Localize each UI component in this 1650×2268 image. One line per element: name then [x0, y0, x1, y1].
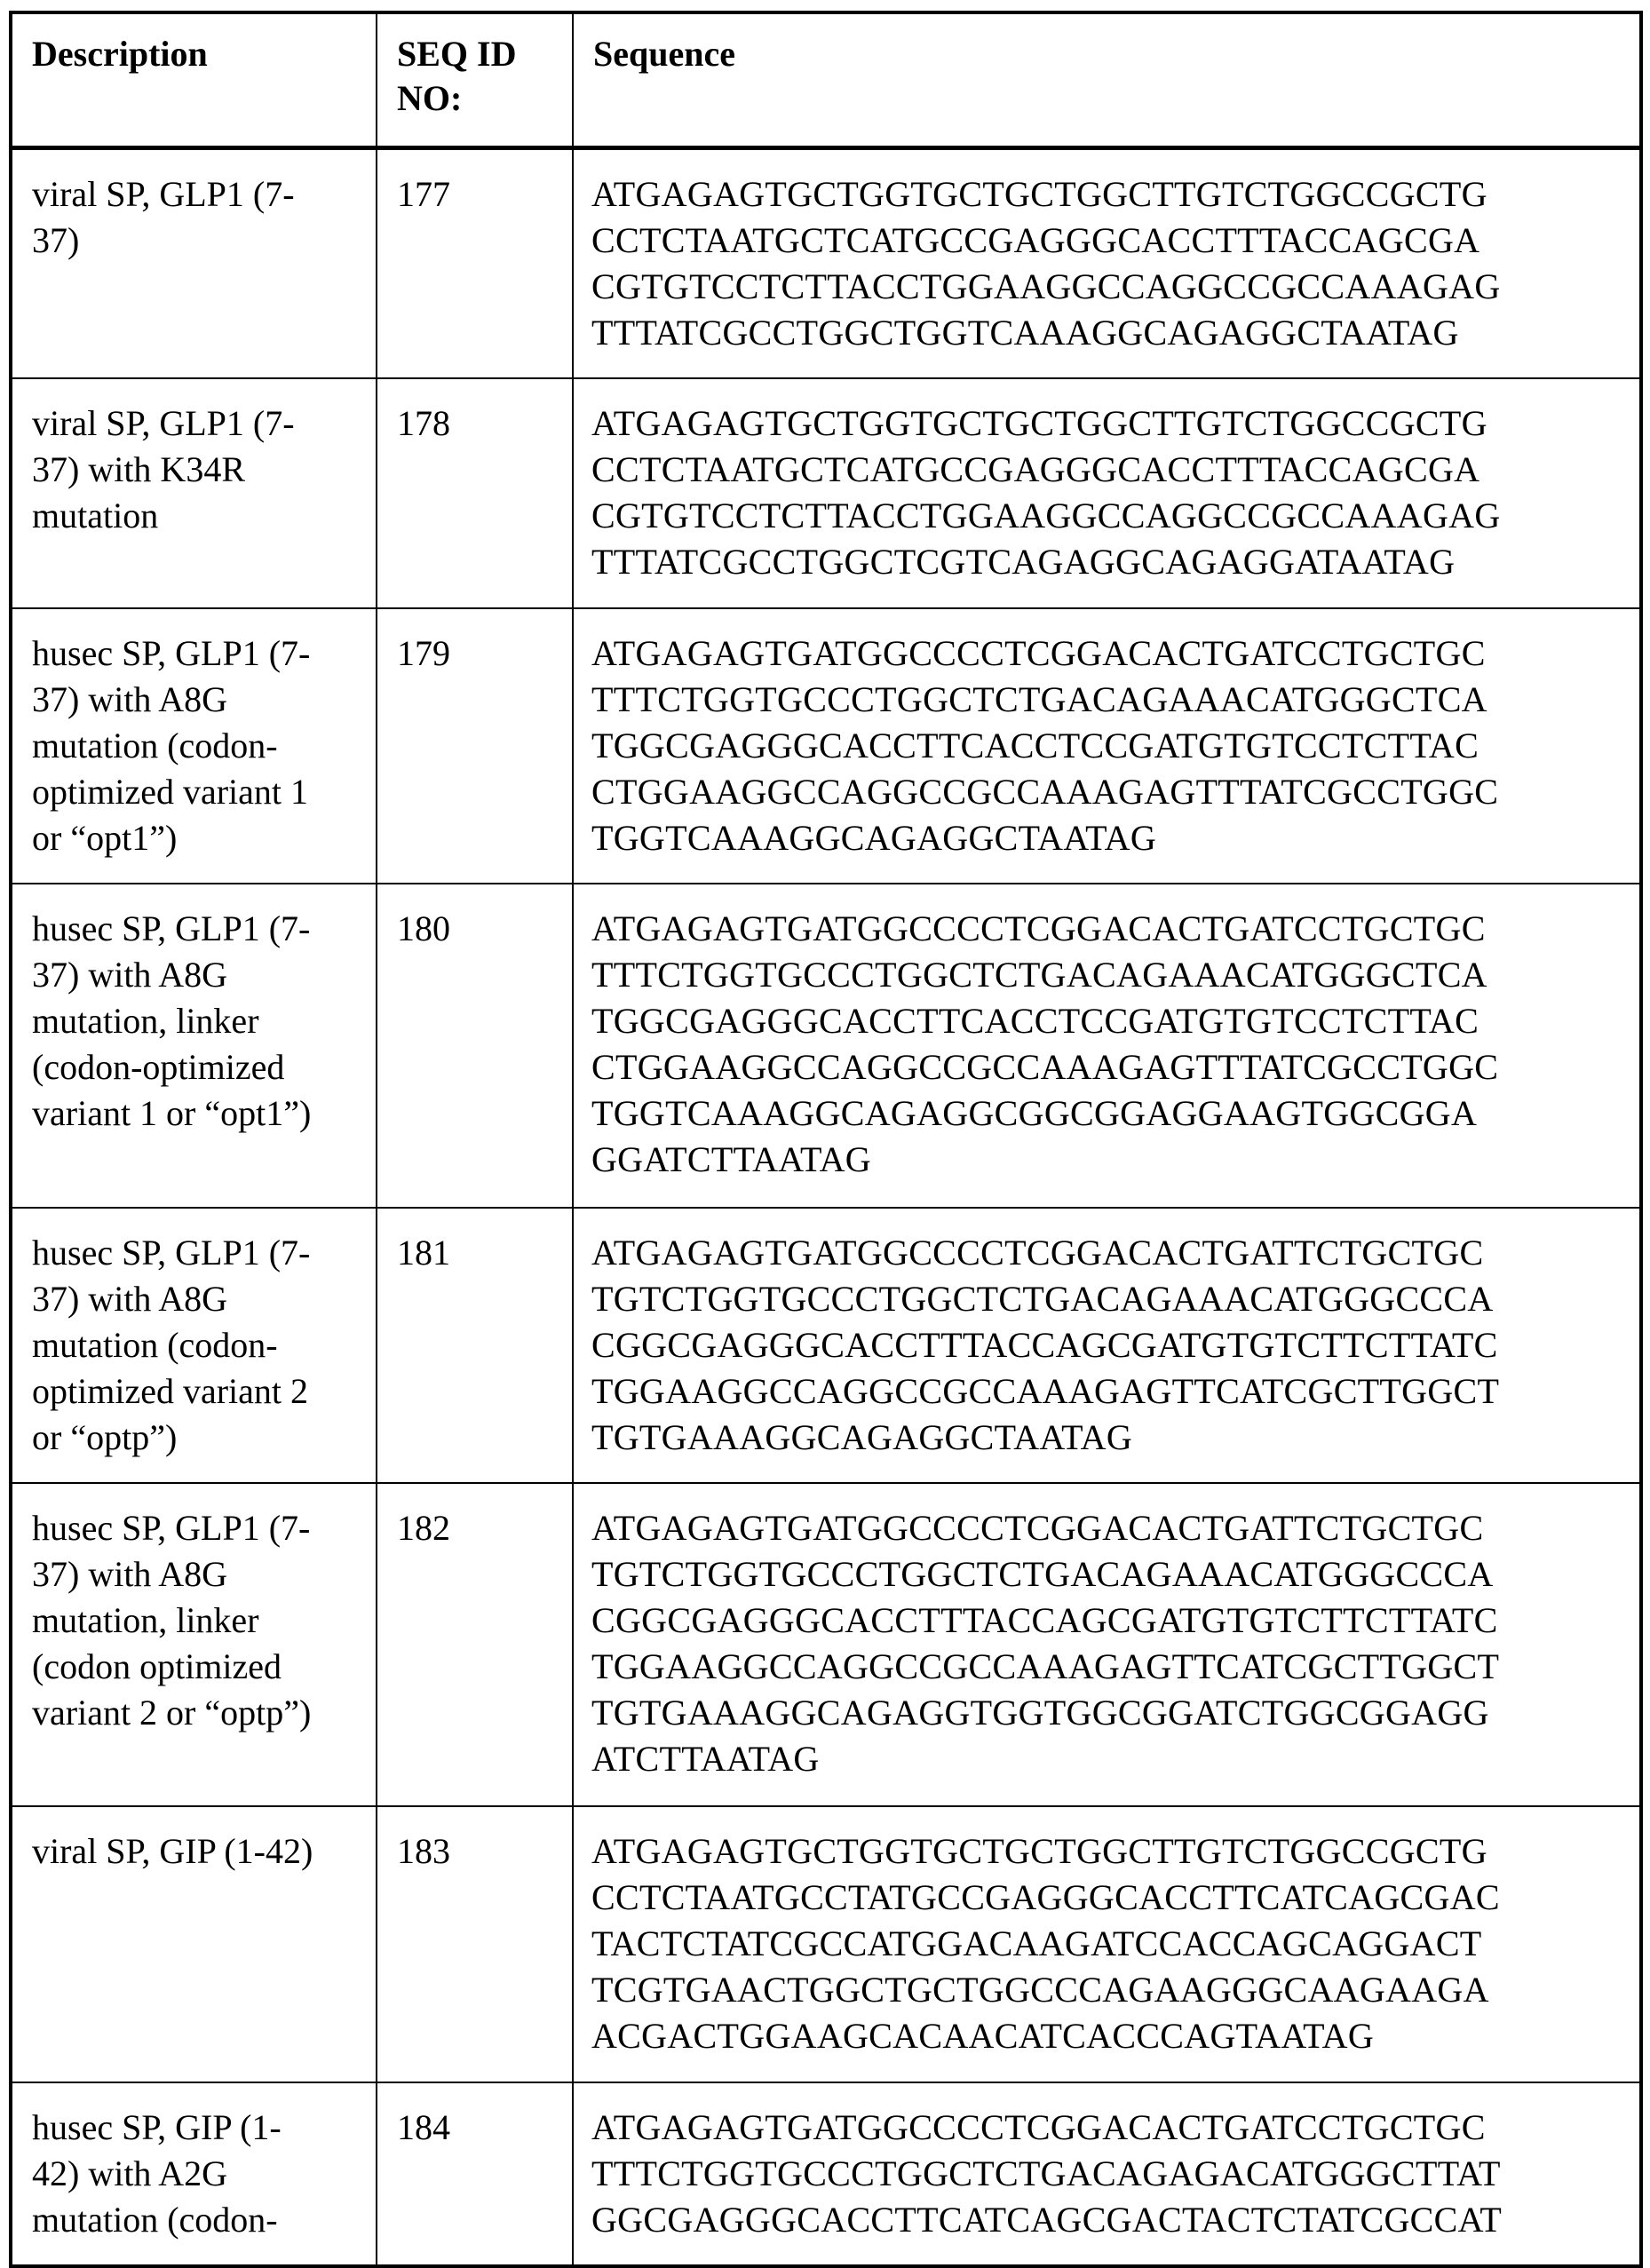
sequence-text-line: CCTCTAATGCTCATGCCGAGGGCACCTTTACCAGCGA — [591, 219, 1480, 260]
table-body — [11, 147, 1641, 2266]
sequence-text-line: TGGCGAGGGCACCTTCACCTCCGATGTGTCCTCTTAC — [591, 1000, 1479, 1041]
sequence-text-line: TGGCGAGGGCACCTTCACCTCCGATGTGTCCTCTTAC — [591, 725, 1479, 765]
cell-sequence — [573, 884, 1641, 1208]
description-text-line: husec SP, GLP1 (7- — [32, 908, 311, 948]
description-text-line: 37) with K34R — [32, 448, 245, 489]
description-text-line: 37) — [32, 219, 80, 260]
sequence-text-line: TGTCTGGTGCCCTGGCTCTGACAGAAACATGGGCCCA — [591, 1278, 1494, 1319]
sequence-text-line: TGGTCAAAGGCAGAGGCGGCGGAGGAAGTGGCGGA — [591, 1092, 1478, 1133]
sequence-table — [9, 11, 1643, 2268]
cell-description — [11, 147, 377, 378]
sequence-text-line: TGTCTGGTGCCCTGGCTCTGACAGAAACATGGGCCCA — [591, 1553, 1494, 1594]
seq-id-value: 184 — [397, 2106, 450, 2147]
seq-id-value: 177 — [397, 173, 450, 214]
seq-id-value: 183 — [397, 1830, 450, 1871]
description-text-line: 37) with A8G — [32, 1553, 227, 1594]
sequence-text-line: TTTCTGGTGCCCTGGCTCTGACAGAAACATGGGCTCA — [591, 954, 1487, 995]
sequence-text-line: ATGAGAGTGATGGCCCCTCGGACACTGATCCTGCTGC — [591, 2106, 1486, 2147]
description-text-line: (codon optimized — [32, 1645, 282, 1686]
header-description-label: Description — [32, 34, 208, 74]
description-text-line: husec SP, GIP (1- — [32, 2106, 282, 2147]
sequence-text-line: ATGAGAGTGCTGGTGCTGCTGGCTTGTCTGGCCGCTG — [591, 1830, 1487, 1871]
sequence-text-line: CGGCGAGGGCACCTTTACCAGCGATGTGTCTTCTTATC — [591, 1599, 1498, 1640]
sequence-text-line: ATGAGAGTGATGGCCCCTCGGACACTGATTCTGCTGC — [591, 1507, 1484, 1548]
description-text-line: mutation (codon- — [32, 725, 278, 765]
description-text-line: (codon-optimized — [32, 1046, 285, 1087]
cell-sequence — [573, 378, 1641, 608]
description-text-line: viral SP, GIP (1-42) — [32, 1830, 313, 1871]
table-row — [11, 1483, 1641, 1806]
sequence-text-line: TCGTGAACTGGCTGCTGGCCCAGAAGGGCAAGAAGA — [591, 1969, 1489, 2010]
cell-seq-id — [377, 884, 573, 1208]
cell-seq-id — [377, 147, 573, 378]
cell-seq-id — [377, 2082, 573, 2266]
sequence-text-line: CGTGTCCTCTTACCTGGAAGGCCAGGCCGCCAAAGAG — [591, 495, 1501, 535]
cell-seq-id — [377, 1806, 573, 2082]
description-text-line: optimized variant 1 — [32, 771, 309, 812]
seq-id-value: 182 — [397, 1507, 450, 1548]
cell-description — [11, 1208, 377, 1483]
sequence-text-line: TTTATCGCCTGGCTGGTCAAAGGCAGAGGCTAATAG — [591, 312, 1459, 353]
sequence-text-line: ATGAGAGTGATGGCCCCTCGGACACTGATCCTGCTGC — [591, 632, 1486, 673]
table-row — [11, 608, 1641, 884]
description-text-line: or “opt1”) — [32, 817, 178, 858]
description-text-line: viral SP, GLP1 (7- — [32, 402, 295, 443]
table-row — [11, 884, 1641, 1208]
description-text-line: viral SP, GLP1 (7- — [32, 173, 295, 214]
sequence-text-line: TGTGAAAGGCAGAGGTGGTGGCGGATCTGGCGGAGG — [591, 1692, 1489, 1733]
description-text-line: 37) with A8G — [32, 678, 227, 719]
cell-seq-id — [377, 1483, 573, 1806]
sequence-text-line: ACGACTGGAAGCACAACATCACCCAGTAATAG — [591, 2015, 1375, 2056]
cell-sequence — [573, 1806, 1641, 2082]
sequence-text-line: GGATCTTAATAG — [591, 1138, 871, 1179]
sequence-text-line: ATGAGAGTGATGGCCCCTCGGACACTGATTCTGCTGC — [591, 1232, 1484, 1273]
column-header-description — [11, 12, 377, 147]
cell-sequence — [573, 147, 1641, 378]
cell-description — [11, 1806, 377, 2082]
description-text-line: husec SP, GLP1 (7- — [32, 632, 311, 673]
sequence-text-line: CGTGTCCTCTTACCTGGAAGGCCAGGCCGCCAAAGAG — [591, 266, 1501, 306]
description-text-line: mutation — [32, 495, 159, 535]
description-text-line: 37) with A8G — [32, 954, 227, 995]
cell-sequence — [573, 2082, 1641, 2266]
sequence-text-line: TACTCTATCGCCATGGACAAGATCCACCAGCAGGACT — [591, 1923, 1482, 1963]
sequence-text-line: ATCTTAATAG — [591, 1738, 820, 1779]
cell-sequence — [573, 1208, 1641, 1483]
header-sequence-label: Sequence — [593, 34, 735, 74]
sequence-text-line: GGCGAGGGCACCTTCATCAGCGACTACTCTATCGCCAT — [591, 2199, 1503, 2240]
table-row — [11, 2082, 1641, 2266]
description-text-line: variant 2 or “optp”) — [32, 1692, 312, 1733]
sequence-text-line: TGGTCAAAGGCAGAGGCTAATAG — [591, 817, 1157, 858]
description-text-line: variant 1 or “opt1”) — [32, 1092, 312, 1133]
cell-description — [11, 884, 377, 1208]
seq-id-value: 180 — [397, 908, 450, 948]
cell-sequence — [573, 1483, 1641, 1806]
sequence-text-line: TTTATCGCCTGGCTCGTCAGAGGCAGAGGATAATAG — [591, 541, 1456, 582]
description-text-line: 42) with A2G — [32, 2153, 227, 2193]
sequence-text-line: CTGGAAGGCCAGGCCGCCAAAGAGTTTATCGCCTGGC — [591, 771, 1499, 812]
description-text-line: husec SP, GLP1 (7- — [32, 1232, 311, 1273]
sequence-text-line: CCTCTAATGCTCATGCCGAGGGCACCTTTACCAGCGA — [591, 448, 1480, 489]
description-text-line: husec SP, GLP1 (7- — [32, 1507, 311, 1548]
table-header-row — [11, 12, 1641, 147]
cell-description — [11, 378, 377, 608]
cell-description — [11, 608, 377, 884]
table-row — [11, 1208, 1641, 1483]
description-text-line: mutation, linker — [32, 1000, 259, 1041]
cell-description — [11, 1483, 377, 1806]
seq-id-value: 179 — [397, 632, 450, 673]
seq-id-value: 178 — [397, 402, 450, 443]
cell-description — [11, 2082, 377, 2266]
cell-seq-id — [377, 608, 573, 884]
sequence-text-line: ATGAGAGTGCTGGTGCTGCTGGCTTGTCTGGCCGCTG — [591, 402, 1487, 443]
sequence-text-line: TTTCTGGTGCCCTGGCTCTGACAGAAACATGGGCTCA — [591, 678, 1487, 719]
table-row — [11, 378, 1641, 608]
table-row — [11, 1806, 1641, 2082]
sequence-text-line: ATGAGAGTGCTGGTGCTGCTGGCTTGTCTGGCCGCTG — [591, 173, 1487, 214]
seq-id-value: 181 — [397, 1232, 450, 1273]
description-text-line: mutation (codon- — [32, 2199, 278, 2240]
sequence-text-line: TTTCTGGTGCCCTGGCTCTGACAGAGACATGGGCTTAT — [591, 2153, 1501, 2193]
cell-seq-id — [377, 1208, 573, 1483]
sequence-text-line: CTGGAAGGCCAGGCCGCCAAAGAGTTTATCGCCTGGC — [591, 1046, 1499, 1087]
description-text-line: 37) with A8G — [32, 1278, 227, 1319]
table-row — [11, 147, 1641, 378]
header-seq-id-label-line1: SEQ ID — [397, 34, 517, 74]
description-text-line: mutation, linker — [32, 1599, 259, 1640]
header-seq-id-label-line2: NO: — [397, 78, 463, 118]
description-text-line: or “optp”) — [32, 1416, 178, 1457]
column-header-seq-id — [377, 12, 573, 147]
description-text-line: mutation (codon- — [32, 1324, 278, 1365]
sequence-text-line: ATGAGAGTGATGGCCCCTCGGACACTGATCCTGCTGC — [591, 908, 1486, 948]
sequence-text-line: CCTCTAATGCCTATGCCGAGGGCACCTTCATCAGCGAC — [591, 1876, 1500, 1917]
sequence-text-line: TGGAAGGCCAGGCCGCCAAAGAGTTCATCGCTTGGCT — [591, 1645, 1500, 1686]
cell-sequence — [573, 608, 1641, 884]
sequence-text-line: TGTGAAAGGCAGAGGCTAATAG — [591, 1416, 1133, 1457]
cell-seq-id — [377, 378, 573, 608]
sequence-text-line: TGGAAGGCCAGGCCGCCAAAGAGTTCATCGCTTGGCT — [591, 1370, 1500, 1411]
sequence-text-line: CGGCGAGGGCACCTTTACCAGCGATGTGTCTTCTTATC — [591, 1324, 1498, 1365]
column-header-sequence — [573, 12, 1641, 147]
description-text-line: optimized variant 2 — [32, 1370, 309, 1411]
